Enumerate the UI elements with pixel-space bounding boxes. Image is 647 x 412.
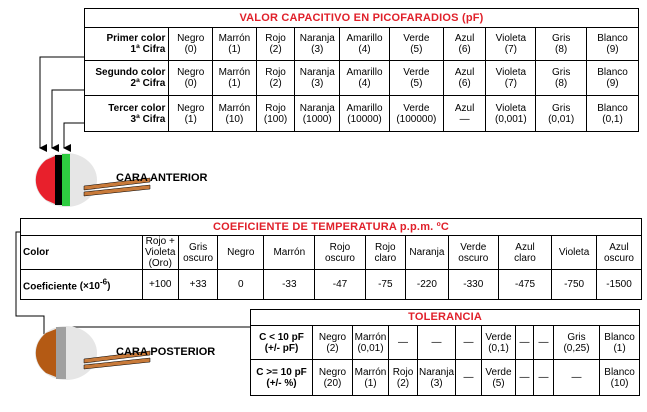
value-cell: +33	[178, 270, 217, 300]
header-cell: Violeta	[552, 236, 597, 270]
cell: Blanco (10)	[600, 360, 640, 396]
cell: Violeta (0,001)	[486, 96, 536, 132]
cell: Rojo (2)	[256, 61, 295, 96]
band-green	[62, 154, 70, 206]
cell: —	[534, 326, 554, 360]
cell: Marrón (1)	[353, 360, 389, 396]
cell: Rojo (2)	[256, 28, 295, 61]
cell: Verde (100000)	[389, 96, 443, 132]
cell: —	[418, 326, 456, 360]
cell: —	[516, 360, 534, 396]
cell: Negro (20)	[313, 360, 353, 396]
value-cell: -33	[264, 270, 315, 300]
cell: Verde (5)	[482, 360, 516, 396]
cell: Amarillo (4)	[340, 61, 390, 96]
tolerance-title: TOLERANCIA	[251, 310, 640, 326]
cell: Amarillo (4)	[340, 28, 390, 61]
coefficient-text: Coeficiente	[23, 281, 77, 293]
cell: Azul (6)	[443, 61, 486, 96]
value-cell: -1500	[596, 270, 641, 300]
cell: Marrón (1)	[213, 61, 257, 96]
header-cell: Azul oscuro	[596, 236, 641, 270]
value-cell: -220	[406, 270, 449, 300]
cell: Gris (8)	[536, 61, 587, 96]
cara-anterior-label: CARA ANTERIOR	[116, 172, 208, 184]
row-label: Segundo color 2ª Cifra	[85, 61, 169, 96]
value-cell: -475	[498, 270, 551, 300]
cell: Marrón (1)	[213, 28, 257, 61]
header-label: Color	[21, 236, 143, 270]
value-cell: -330	[448, 270, 498, 300]
header-cell: Naranja	[406, 236, 449, 270]
header-cell: Rojo oscuro	[315, 236, 365, 270]
header-cell: Rojo claro	[365, 236, 406, 270]
cell: Azul —	[443, 96, 486, 132]
cell: Naranja (1000)	[295, 96, 340, 132]
band-red	[36, 156, 55, 204]
band-black	[55, 155, 62, 205]
cell: Blanco (0,1)	[587, 96, 639, 132]
row-label: C < 10 pF (+/- pF)	[251, 326, 313, 360]
cell: Gris (8)	[536, 28, 587, 61]
cell: Amarillo (10000)	[340, 96, 390, 132]
value-cell: -750	[552, 270, 597, 300]
cell: —	[554, 360, 600, 396]
row-label: Primer color 1ª Cifra	[85, 28, 169, 61]
header-cell: Azul claro	[498, 236, 551, 270]
cell: Negro (2)	[313, 326, 353, 360]
value-cell: -47	[315, 270, 365, 300]
cell: Verde (5)	[389, 61, 443, 96]
cell: —	[516, 326, 534, 360]
cell: Verde (0,1)	[482, 326, 516, 360]
cell: Gris (0,25)	[554, 326, 600, 360]
cell: —	[456, 326, 482, 360]
cell: Marrón (0,01)	[353, 326, 389, 360]
cell: Naranja (3)	[295, 61, 340, 96]
cell: Negro (0)	[169, 61, 213, 96]
cell: —	[389, 326, 418, 360]
row-label: Tercer color 3ª Cifra	[85, 96, 169, 132]
cara-posterior-label: CARA POSTERIOR	[116, 346, 216, 358]
cell: Gris (0,01)	[536, 96, 587, 132]
row-label: C >= 10 pF (+/- %)	[251, 360, 313, 396]
cell: Blanco (9)	[587, 28, 639, 61]
header-cell: Rojo + Violeta (Oro)	[142, 236, 178, 270]
cell: Negro (0)	[169, 28, 213, 61]
connector-lines-bottom	[16, 232, 250, 336]
cell: Naranja (3)	[295, 28, 340, 61]
header-cell: Marrón	[264, 236, 315, 270]
coefficient-unit: $(\times 10^{-6})$	[79, 277, 111, 293]
value-cell: +100	[142, 270, 178, 300]
cell: Marrón (10)	[213, 96, 257, 132]
cell: —	[456, 360, 482, 396]
cell: Azul (6)	[443, 28, 486, 61]
temperature-title: COEFICIENTE DE TEMPERATURA p.p.m. ºC	[21, 219, 642, 236]
band-gray	[56, 327, 66, 379]
cell: Violeta (7)	[486, 61, 536, 96]
capacitive-title: VALOR CAPACITIVO EN PICOFARADIOS (pF)	[85, 9, 639, 28]
cell: Blanco (1)	[600, 326, 640, 360]
cell: Rojo (100)	[256, 96, 295, 132]
header-cell: Gris oscuro	[178, 236, 217, 270]
cell: Violeta (7)	[486, 28, 536, 61]
header-cell: Negro	[218, 236, 264, 270]
cell: Blanco (9)	[587, 61, 639, 96]
value-cell: 0	[218, 270, 264, 300]
header-cell: Verde oscuro	[448, 236, 498, 270]
cell: Rojo (2)	[389, 360, 418, 396]
cell: Negro (1)	[169, 96, 213, 132]
cell: Naranja (3)	[418, 360, 456, 396]
value-cell: -75	[365, 270, 406, 300]
cell: —	[534, 360, 554, 396]
connector-lines-top	[40, 57, 84, 148]
band-brown	[36, 329, 56, 377]
cell: Verde (5)	[389, 28, 443, 61]
